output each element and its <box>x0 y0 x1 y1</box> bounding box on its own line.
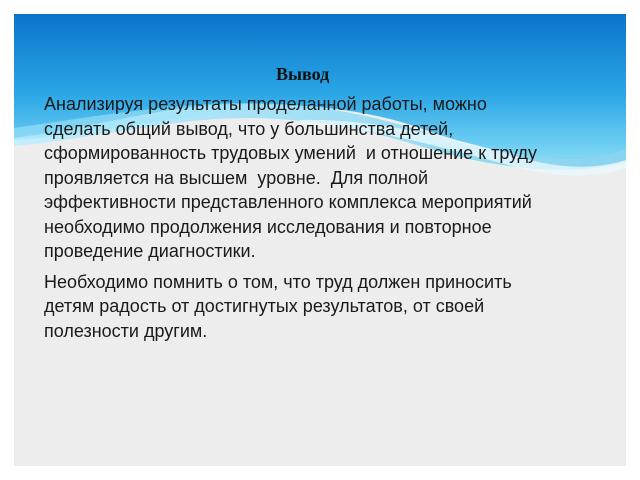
text-line: детям радость от достигнутых результатов, от своей <box>44 296 485 316</box>
text-line: эффективности представленного комплекса мероприятий <box>44 192 532 212</box>
text-line: сделать общий вывод, что у большинства детей, <box>44 118 454 139</box>
paragraph-conclusion <box>44 92 604 264</box>
text-line: полезности другим. <box>44 320 208 341</box>
paragraph-reminder <box>44 270 604 344</box>
text-line: Необходимо помнить о том, что труд должен приносить <box>44 271 512 292</box>
slide-title: Вывод <box>276 64 330 84</box>
text-line: Анализируя результаты проделанной работы, можно <box>44 94 487 114</box>
text-line: проявляется на высшем уровне. Для полной <box>44 167 429 188</box>
text-line: необходимо продолжения исследования и повторное <box>44 216 492 237</box>
slide-body <box>44 92 604 343</box>
text-line: проведение диагностики. <box>44 241 256 261</box>
text-line: сформированность трудовых умений и отношение к труду <box>44 143 538 163</box>
